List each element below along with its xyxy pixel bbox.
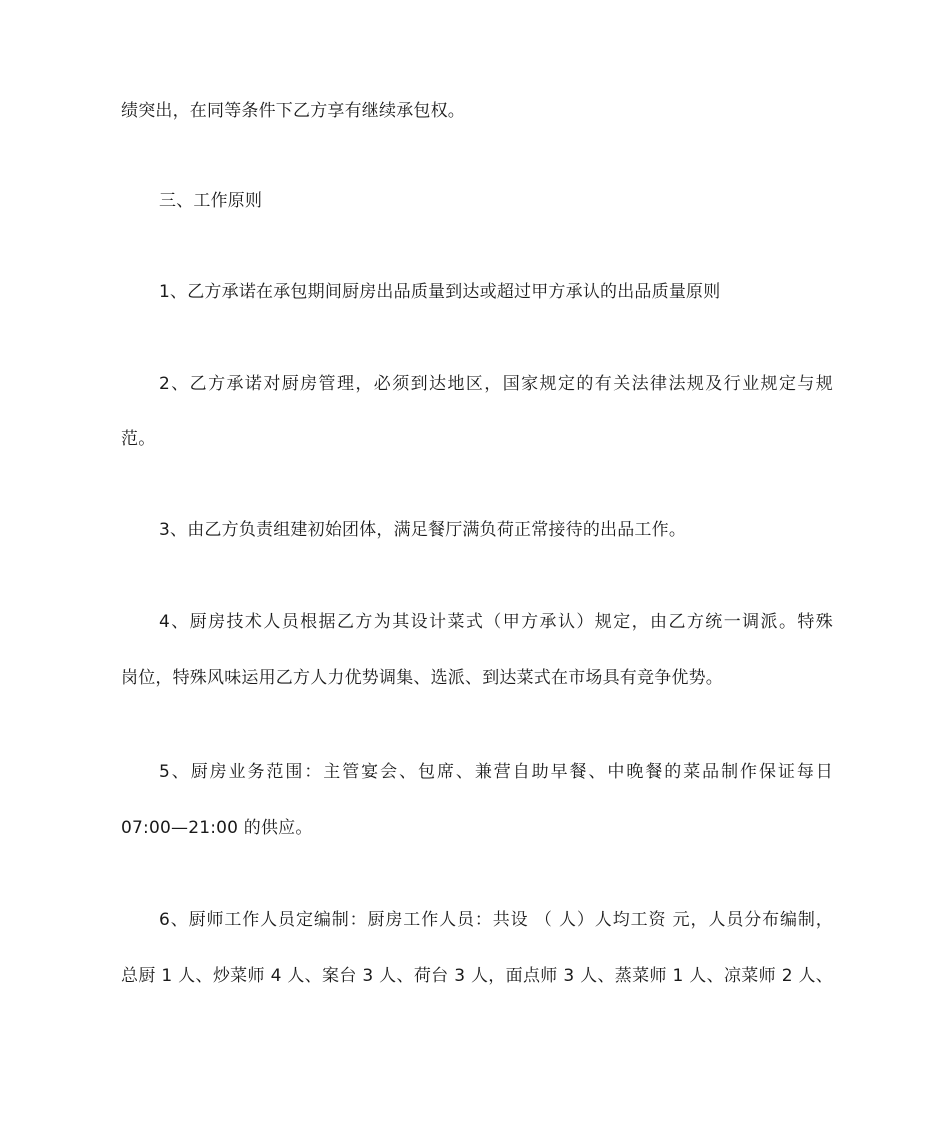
clause-3: 3、由乙方负责组建初始团体，满足餐厅满负荷正常接待的出品工作。 (159, 520, 687, 540)
clause-2-line-1: 2、乙方承诺对厨房管理，必须到达地区，国家规定的有关法律法规及行业规定与规 (159, 374, 833, 394)
clause-6-line-1: 6、厨师工作人员定编制：厨房工作人员：共设 （ 人）人均工资 元，人员分布编制， (159, 910, 833, 930)
clause-5-line-1: 5、厨房业务范围：主管宴会、包席、兼营自助早餐、中晚餐的菜品制作保证每日 (159, 762, 833, 782)
clause-2-line-2: 范。 (121, 429, 156, 449)
clause-5-line-2: 07:00—21:00 的供应。 (121, 818, 313, 838)
section-heading: 三、工作原则 (159, 191, 263, 211)
clause-6-line-2: 总厨 1 人、炒菜师 4 人、案台 3 人、荷台 3 人，面点师 3 人、蒸菜师 1 人、凉菜师 2 人、 (121, 966, 833, 986)
paragraph-continuation: 绩突出，在同等条件下乙方享有继续承包权。 (121, 101, 465, 121)
clause-4-line-2: 岗位，特殊风味运用乙方人力优势调集、选派、到达菜式在市场具有竞争优势。 (121, 668, 723, 688)
clause-1: 1、乙方承诺在承包期间厨房出品质量到达或超过甲方承认的出品质量原则 (159, 282, 721, 302)
clause-4-line-1: 4、厨房技术人员根据乙方为其设计菜式（甲方承认）规定，由乙方统一调派。特殊 (159, 612, 833, 632)
